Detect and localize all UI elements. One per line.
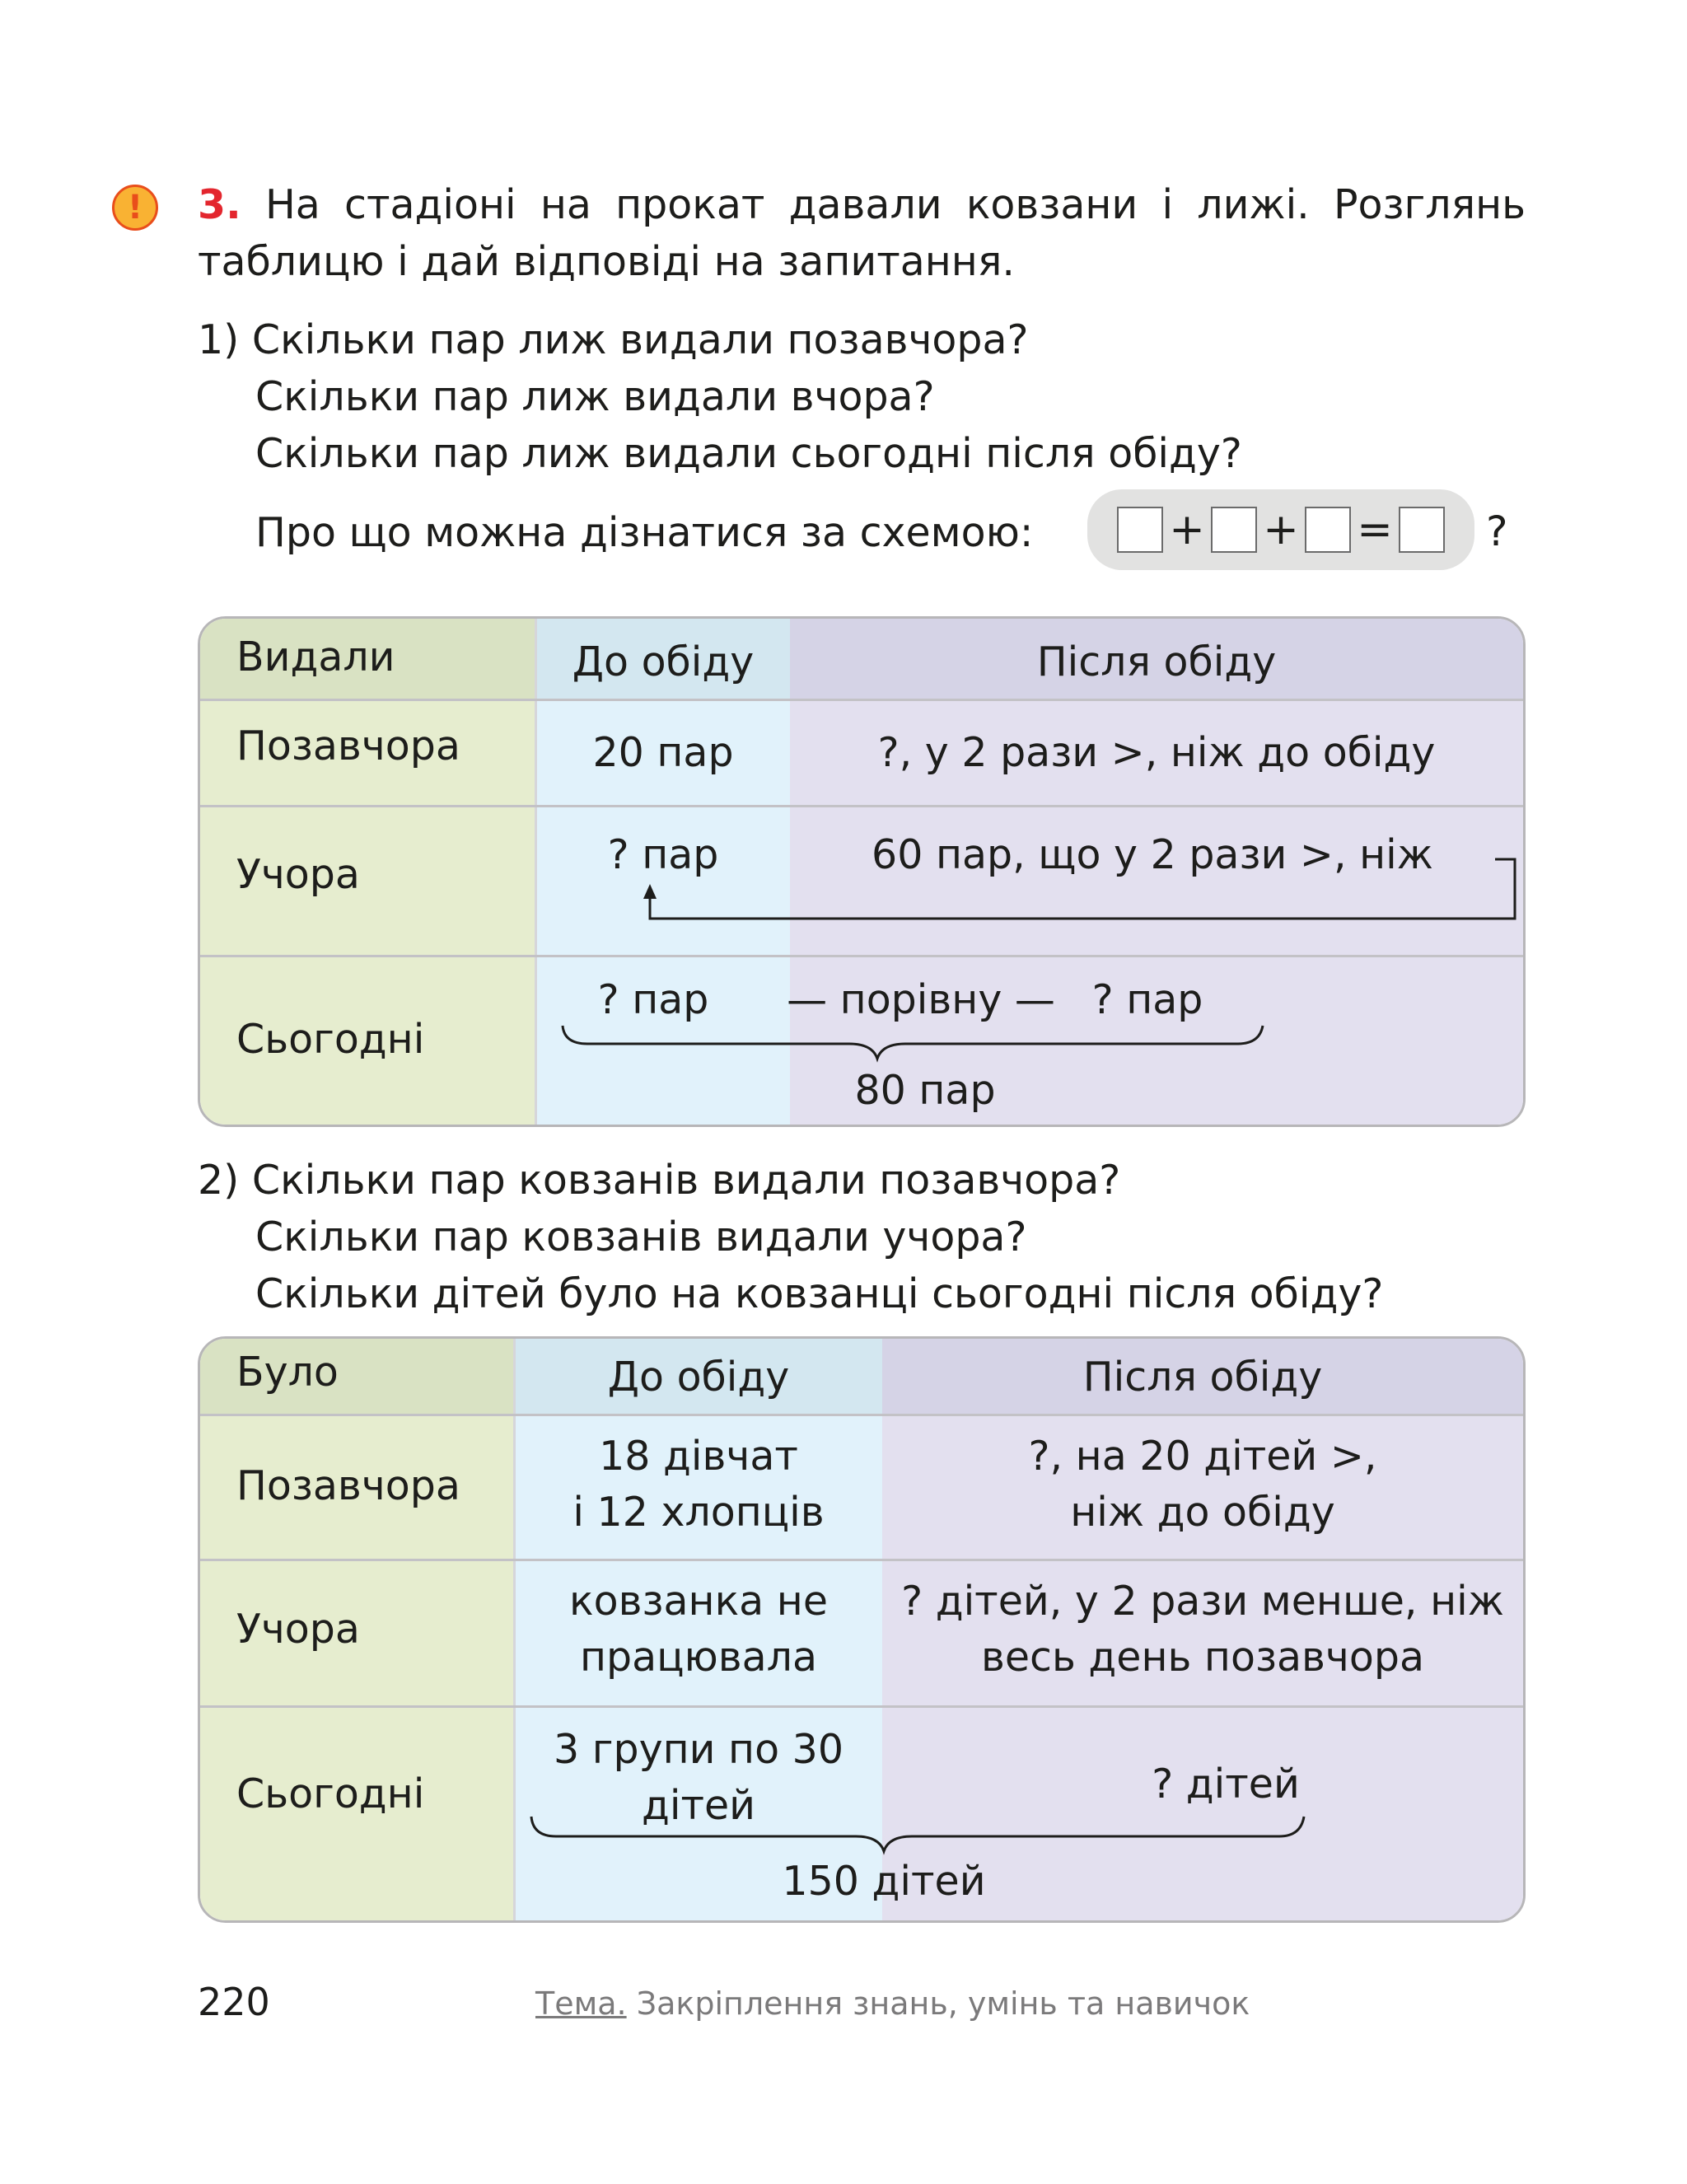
- table1-row2-before: ? пар: [607, 831, 719, 878]
- table2-row1-after1: ?, на 20 дітей >,: [1028, 1433, 1377, 1480]
- table2-row1-before1: 18 дівчат: [599, 1433, 798, 1480]
- table1-row2-label: Учора: [236, 851, 360, 898]
- scheme-question-mark: ?: [1486, 507, 1508, 555]
- question-2-3: Скільки дітей було на ковзанці сьогодні після обіду?: [255, 1270, 1384, 1317]
- table2-row2-before1: ковзанка не: [569, 1578, 828, 1625]
- table1-row2-after: 60 пар, що у 2 рази >, ніж: [872, 831, 1433, 878]
- question-1-1: 1) Скільки пар лиж видали позавчора?: [198, 316, 1029, 363]
- table1-header-label: Видали: [236, 634, 395, 680]
- scheme-question: Про що можна дізнатися за схемою:: [255, 509, 1034, 556]
- scheme-plus-2: +: [1263, 505, 1299, 554]
- page-number: 220: [198, 1980, 270, 2024]
- question-1-2: Скільки пар лиж видали вчора?: [255, 373, 935, 420]
- table2-row2-before2: працювала: [579, 1634, 818, 1681]
- scheme-equals: =: [1357, 505, 1393, 554]
- warning-icon: !: [112, 185, 158, 231]
- table2-row3-total: 150 дітей: [782, 1858, 986, 1905]
- table2-row2-after2: весь день позавчора: [981, 1634, 1424, 1681]
- table2-row1-before2: і 12 хлопців: [572, 1489, 825, 1536]
- table-skis: [198, 616, 1526, 1127]
- table1-row3-before: ? пар: [597, 976, 709, 1023]
- question-2-2: Скільки пар ковзанів видали учора?: [255, 1214, 1027, 1260]
- table1-row1-after: ?, у 2 рази >, ніж до обіду: [877, 729, 1436, 776]
- task-text-line1: [198, 176, 1526, 234]
- table1-row1-before: 20 пар: [592, 729, 734, 776]
- task-line1: На стадіоні на прокат давали ковзани і лижі. Розглянь: [264, 181, 1526, 228]
- table2-row3-before1: 3 групи по 30: [554, 1726, 844, 1773]
- table1-row3-label: Сьогодні: [236, 1016, 425, 1063]
- table1-header-after: Після обіду: [1036, 638, 1277, 685]
- table1-row3-total: 80 пар: [854, 1067, 996, 1114]
- table2-row2-label: Учора: [236, 1606, 360, 1653]
- question-2-1: 2) Скільки пар ковзанів видали позавчора?: [198, 1157, 1121, 1204]
- table-skates: [198, 1336, 1526, 1923]
- table2-row1-label: Позавчора: [236, 1462, 460, 1509]
- brace-total-2: [200, 1339, 1526, 1923]
- question-1-3: Скільки пар лиж видали сьогодні після обіду?: [255, 430, 1242, 477]
- table2-row3-label: Сьогодні: [236, 1770, 425, 1817]
- table1-row3-mid: — порівну —: [787, 976, 1055, 1023]
- footer-topic-text: Закріплення знань, умінь та навичок: [636, 1985, 1250, 2022]
- table2-row3-after: ? дітей: [1152, 1761, 1300, 1808]
- scheme-box-2: [1211, 507, 1257, 553]
- table1-row1-label: Позавчора: [236, 723, 460, 769]
- table2-row1-after2: ніж до обіду: [1070, 1489, 1335, 1536]
- scheme-plus-1: +: [1169, 505, 1205, 554]
- task-text-line2: таблицю і дай відповіді на запитання.: [198, 238, 1015, 285]
- footer-topic: [535, 1981, 1250, 2027]
- task-number: 3.: [198, 181, 241, 228]
- scheme-box-3: [1305, 507, 1351, 553]
- table1-header-before: До обіду: [572, 638, 755, 685]
- scheme-box-result: [1399, 507, 1445, 553]
- table2-row3-before2: дітей: [641, 1782, 756, 1829]
- scheme-expression: [1087, 489, 1474, 570]
- table2-header-label: Було: [236, 1349, 339, 1396]
- scheme-box-1: [1117, 507, 1163, 553]
- brace-total-1: [200, 619, 1526, 1127]
- footer-topic-label: Тема.: [535, 1985, 627, 2022]
- table2-row2-after1: ? дітей, у 2 рази менше, ніж: [901, 1578, 1504, 1625]
- table2-header-before: До обіду: [607, 1354, 790, 1401]
- table2-header-after: Після обіду: [1082, 1354, 1323, 1401]
- table1-row3-after: ? пар: [1091, 976, 1203, 1023]
